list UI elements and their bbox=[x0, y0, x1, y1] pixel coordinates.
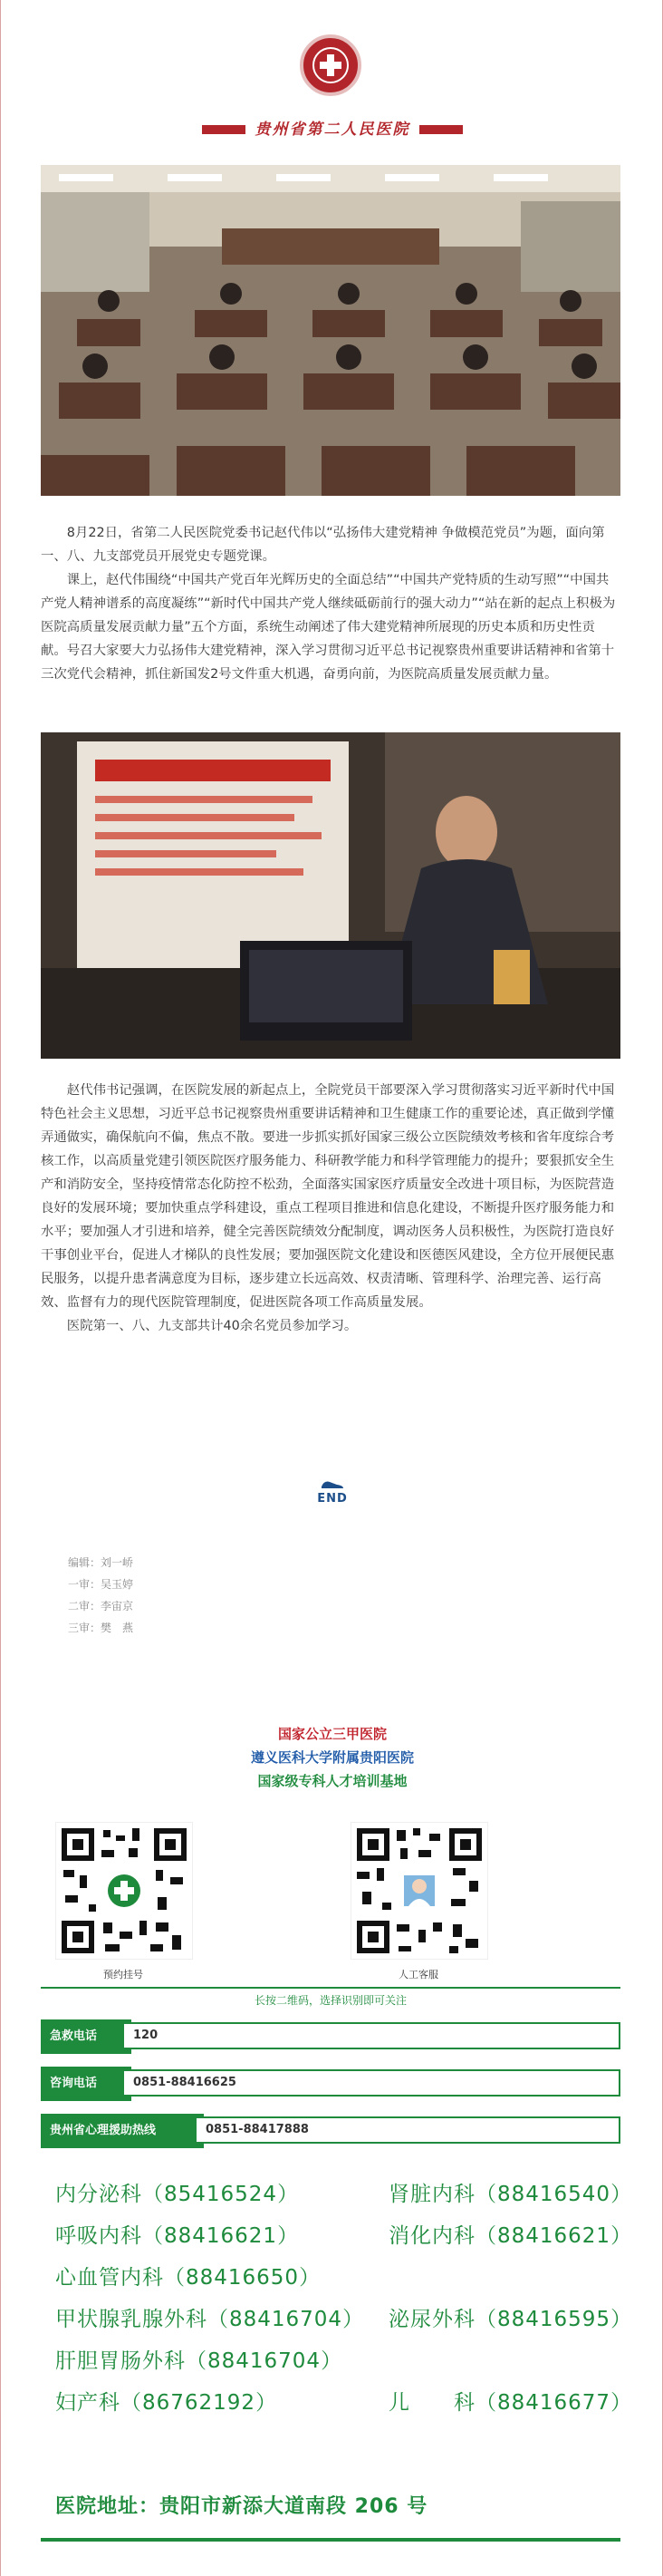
qr-code-appointment[interactable] bbox=[55, 1822, 193, 1960]
paragraph: 赵代伟书记强调，在医院发展的新起点上，全院党员干部要深入学习贯彻落实习近平新时代中国特色社会主义思想，习近平总书记视察贵州重要讲话精神和卫生健康工作的重要论述，真正做到学懂弄通做实，确保航向不偏，焦点不散。要进一步抓实抓好国家三级公立医院绩效考核和省年度综合考核工作，以高质量党建引领医院医疗服务能力、科研教学能力和科学管理能力的提升；要狠抓安全生产和消防安全，坚持疫情常态化防控不松劲，全面落实国家医疗质量安全改进十项目标，为医院营造良好的发展环境；要加快重点学科建设，重点工程项目推进和信息化建设，不断提升医疗服务能力和水平；要加强人才引进和培养，健全完善医院绩效分配制度，调动医务人员积极性，为医院打造良好干事创业平台，促进人才梯队的良性发展；要加强医院文化建设和医德医风建设，全方位开展便民惠民服务，以提升患者满意度为目标，逐步建立长远高效、权责清晰、管理科学、治理完善、运行高效、监督有力的现代医院管理制度，促进医院各项工作高质量发展。 bbox=[41, 1083, 615, 1310]
photo-speaker bbox=[41, 732, 620, 1059]
qr-caption-appointment: 预约挂号 bbox=[103, 1969, 143, 1980]
credit-line: 二审：李宙京 bbox=[68, 1600, 134, 1612]
phone-number[interactable]: 0851-88417888 bbox=[195, 2116, 620, 2144]
tagline-affiliation: 遵义医科大学附属贵阳医院 bbox=[250, 1749, 414, 1766]
paragraph: 课上，赵代伟围绕“中国共产党百年光辉历史的全面总结”“中国共产党特质的生动写照”“中国共产党人精神谱系的高度凝练”“新时代中国共产党人继续砥砺前行的强大动力”“站在新的起点上积极为医院高质量发展贡献力量”五个方面，系统生动阐述了伟大建党精神所展现的历史本质和历史性贡献。号召大家要大力弘扬伟大建党精神，深入学习贯彻习近平总书记视察贵州重要讲话精神和省第十三次党代会精神，抓住新国发2号文件重大机遇，奋勇向前，为医院高质量发展贡献力量。 bbox=[41, 573, 616, 682]
footer-divider bbox=[41, 2538, 620, 2542]
phone-row-psych-hotline bbox=[41, 2114, 620, 2148]
article-text-section-2 bbox=[41, 1079, 620, 1338]
department-phone[interactable]: 儿 科（88416677） bbox=[389, 2391, 633, 2415]
phone-label: 咨询电话 bbox=[41, 2067, 131, 2101]
credit-line: 编辑：刘一峤 bbox=[68, 1556, 134, 1569]
phone-label: 贵州省心理援助热线 bbox=[41, 2114, 204, 2148]
hospital-address: 医院地址：贵阳市新添大道南段 206 号 bbox=[55, 2495, 428, 2518]
paragraph: 8月22日，省第二人民医院党委书记赵代伟以“弘扬伟大建党精神 争做模范党员”为题，面向第一、八、九支部党员开展党史专题党课。 bbox=[41, 526, 605, 564]
phone-row-emergency bbox=[41, 2019, 620, 2054]
department-phone[interactable]: 肾脏内科（88416540） bbox=[389, 2183, 633, 2206]
credit-line: 一审：吴玉婷 bbox=[68, 1578, 134, 1591]
department-phone[interactable]: 妇产科（86762192） bbox=[55, 2391, 278, 2415]
qr-scan-hint: 长按二维码，选择识别即可关注 bbox=[41, 1987, 620, 2008]
tagline-grade: 国家公立三甲医院 bbox=[277, 1726, 387, 1742]
hospital-name: 贵州省第二人民医院 bbox=[255, 121, 410, 139]
photo-lecture-audience bbox=[41, 165, 620, 496]
end-label: END bbox=[317, 1492, 348, 1506]
editor-credits bbox=[68, 1552, 133, 1639]
phone-row-consult bbox=[41, 2067, 620, 2101]
article-text-section-1 bbox=[41, 521, 620, 686]
qr-caption-customer-service: 人工客服 bbox=[399, 1969, 438, 1980]
phone-label: 急救电话 bbox=[41, 2019, 131, 2054]
header bbox=[1, 0, 662, 145]
department-phone[interactable]: 内分泌科（85416524） bbox=[55, 2183, 300, 2206]
qr-code-customer-service[interactable] bbox=[351, 1822, 488, 1960]
department-phone[interactable]: 消化内科（88416621） bbox=[389, 2224, 633, 2248]
paragraph: 医院第一、八、九支部共计40余名党员参加学习。 bbox=[66, 1319, 358, 1333]
department-phone[interactable]: 肝胆胃肠外科（88416704） bbox=[55, 2349, 343, 2373]
credit-line: 三审：樊 燕 bbox=[68, 1622, 134, 1634]
hospital-name-banner bbox=[202, 120, 463, 140]
department-phone[interactable]: 泌尿外科（88416595） bbox=[389, 2308, 633, 2331]
hospital-taglines bbox=[1, 1722, 663, 1793]
department-phone[interactable]: 呼吸内科（88416621） bbox=[55, 2224, 300, 2248]
department-phone[interactable]: 心血管内科（88416650） bbox=[55, 2266, 322, 2290]
shoe-icon bbox=[309, 1477, 356, 1492]
end-mark bbox=[309, 1477, 356, 1506]
phone-number[interactable]: 120 bbox=[122, 2022, 620, 2049]
department-phone[interactable]: 甲状腺乳腺外科（88416704） bbox=[55, 2308, 365, 2331]
hospital-logo-icon bbox=[300, 34, 361, 96]
tagline-training-base: 国家级专科人才培训基地 bbox=[257, 1773, 408, 1789]
phone-number[interactable]: 0851-88416625 bbox=[122, 2069, 620, 2097]
